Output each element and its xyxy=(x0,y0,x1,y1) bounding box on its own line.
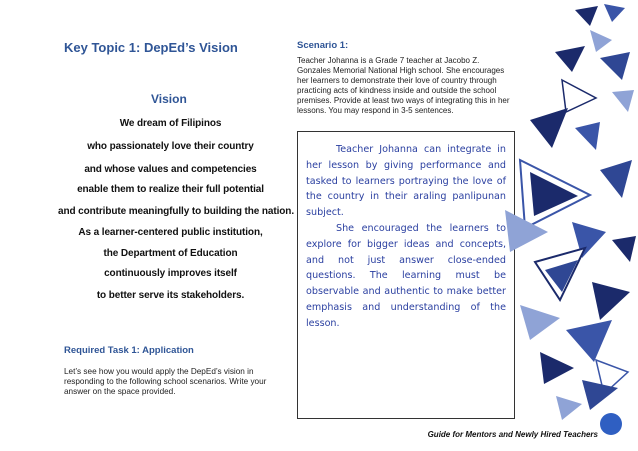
topic-title: Key Topic 1: DepEd’s Vision xyxy=(64,40,238,55)
vision-line: continuously improves itself xyxy=(104,268,237,279)
vision-line: We dream of Filipinos xyxy=(119,118,222,129)
vision-title: Vision xyxy=(151,92,187,106)
footer-title: Guide for Mentors and Newly Hired Teachers xyxy=(427,430,598,439)
corner-circle xyxy=(600,413,622,435)
vision-line: and contribute meaningfully to building the nation. xyxy=(58,206,294,217)
vision-line: who passionately love their country xyxy=(87,141,254,152)
scenario-title: Scenario 1: xyxy=(297,40,349,51)
vision-line: As a learner-centered public institution, xyxy=(78,227,263,238)
vision-line: to better serve its stakeholders. xyxy=(96,290,245,301)
vision-line: and whose values and competencies xyxy=(84,164,257,175)
answer-paragraph: She encouraged the learners to explore for bigger ideas and concepts, and not just answer close-ended questions. The learning must be observable and authentic to make better emphasis and understanding of the lesson. xyxy=(306,222,506,329)
scenario-description: Teacher Johanna is a Grade 7 teacher at Jacobo Z. Gonzales Memorial National High school. She encourages her learners to demonstrate their love of country through practicing acts of kindness inside and outside the school premises. Provide at least two ways of integrating this in her lessons. You may respond in 3-5 sentences. xyxy=(297,56,510,115)
triangle-decoration xyxy=(505,4,636,420)
vision-line: enable them to realize their full potential xyxy=(77,184,264,195)
task-instructions: Let’s see how you would apply the DepEd’s vision in responding to the following school scenarios. Write your answer on the space provided. xyxy=(64,367,267,396)
vision-line: the Department of Education xyxy=(103,248,238,259)
answer-paragraph: Teacher Johanna can integrate in her lesson by giving performance and tasked to learners portraying the love of the country in their araling panlipunan subject. xyxy=(306,144,506,219)
task-title: Required Task 1: Application xyxy=(64,345,194,356)
